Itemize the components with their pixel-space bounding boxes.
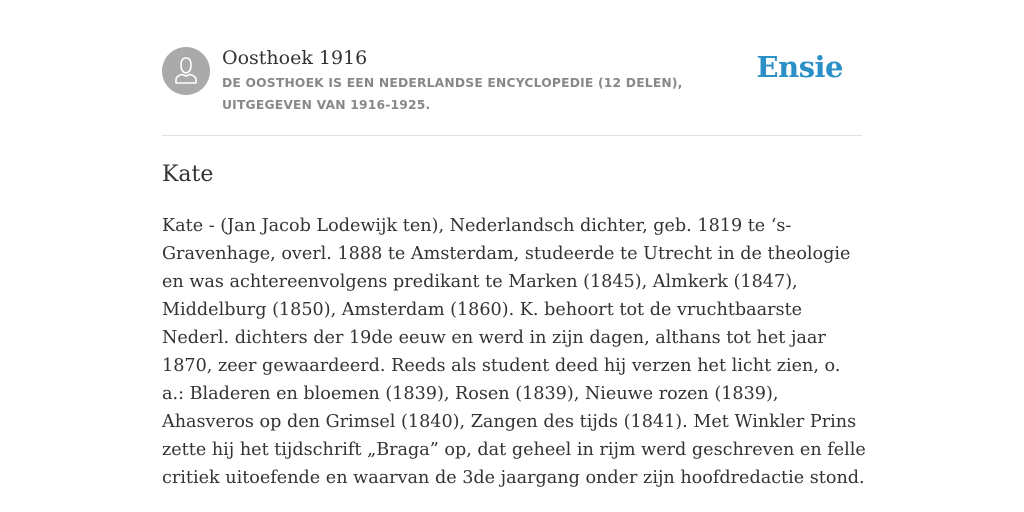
source-title[interactable]: Oosthoek 1916 — [222, 47, 368, 69]
source-header — [162, 46, 862, 116]
ensie-logo[interactable]: Ensie — [756, 50, 843, 84]
user-silhouette-icon — [162, 47, 210, 95]
source-avatar[interactable] — [162, 47, 210, 95]
entry-title: Kate — [162, 162, 214, 187]
source-description: DE OOSTHOEK IS EEN NEDERLANDSE ENCYCLOPEDIE (12 DELEN), UITGEGEVEN VAN 1916-1925. — [222, 76, 683, 112]
header-divider — [162, 135, 862, 136]
entry-body: Kate - (Jan Jacob Lodewijk ten), Nederlandsch dichter, geb. 1819 te ‘s-Gravenhage, overl. 1888 te Amsterdam, studeerde te Utrecht in de theologie en was achtereenvolgens predikant te Marken (1845), Almkerk (1847), Middelburg (1850), Amsterdam (1860). K. behoort tot de vruchtbaarste Nederl. dichters der 19de eeuw en werd in zijn dagen, althans tot het jaar 1870, zeer gewaardeerd. Reeds als student deed hij verzen het licht zien, o. a.: Bladeren en bloemen (1839), Rosen (1839), Nieuwe rozen (1839), Ahasveros op den Grimsel (1840), Zangen des tijds (1841). Met Winkler Prins zette hij het tijdschrift „Braga” op, dat geheel in rijm werd geschreven en felle critiek uitoefende en waarvan de 3de jaargang onder zijn hoofdredactie stond. — [162, 216, 866, 488]
